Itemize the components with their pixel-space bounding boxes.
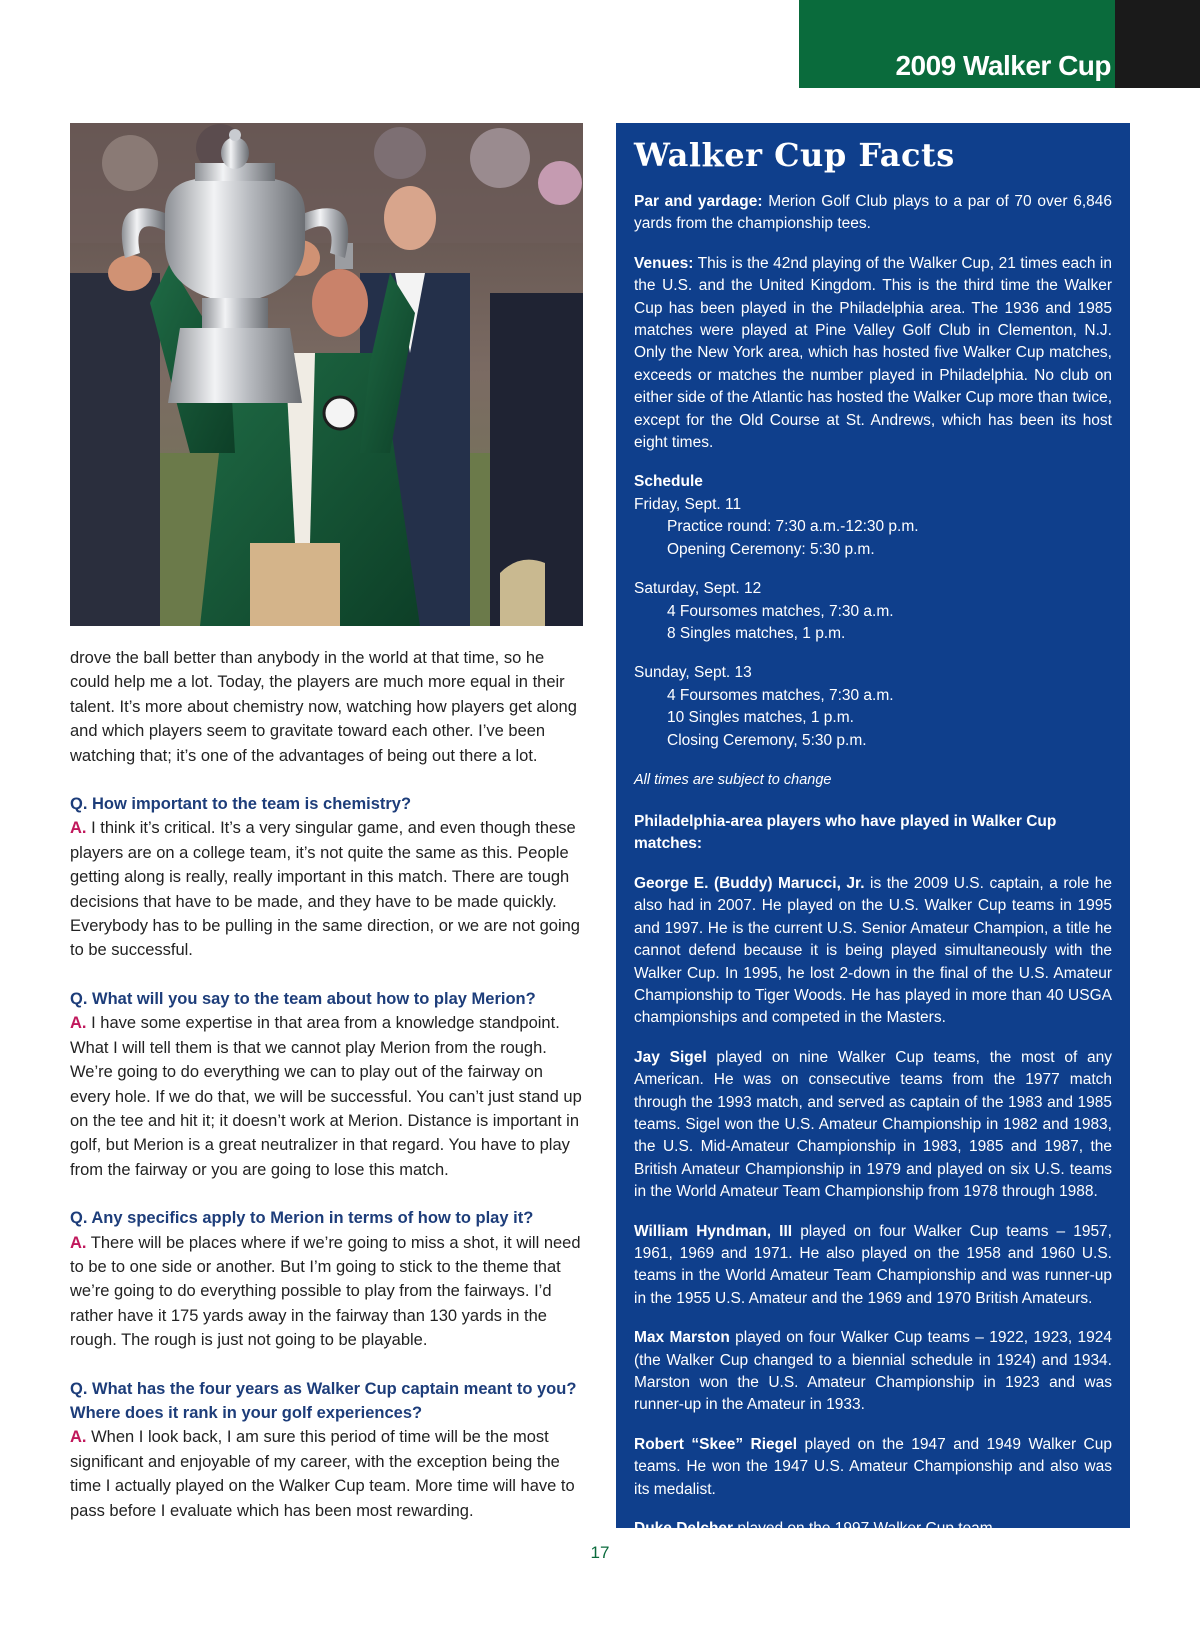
schedule-item: 4 Foursomes matches, 7:30 a.m. (667, 686, 894, 704)
venues-label: Venues: (634, 254, 694, 272)
player-name: J. Wood Platt (634, 1559, 738, 1577)
answer-text: I think it’s critical. It’s a very singular game, and even though these players are on a college team, it’s not quite the same as this. People getting along is really, really important in this match. There are tough decisions that have to be made, and they have to be made quickly. Everybody has to be pulling in the same direction, or we are not going to be successful. (70, 819, 580, 960)
player-name: George E. (Buddy) Marucci, Jr. (634, 874, 865, 892)
schedule-item: Practice round: 7:30 a.m.-12:30 p.m. (667, 518, 919, 536)
player-name: Max Marston (634, 1329, 730, 1347)
player-text: played on the 1947 and 1949 Walker Cup teams. He won the 1947 U.S. Amateur Championship and also was its medalist. (634, 1435, 1112, 1498)
answer-label: A. (70, 1233, 87, 1252)
schedule-item: 10 Singles matches, 1 p.m. (667, 709, 854, 727)
question: Q. What has the four years as Walker Cup captain meant to you? Where does it rank in your golf experiences? (70, 1379, 577, 1422)
player-text: played on nine Walker Cup teams, the most of any American. He was on consecutive teams from the 1977 match through the 1993 match, and served as captain of the 1983 and 1985 teams. Sigel won the U.S. Amateur Championship in 1982 and 1983, the U.S. Mid-Amateur Championship in 1983, 1985 and 1987, the British Amateur Championship in 1979 and played on six U.S. teams in the World Amateur Team Championship from 1978 through 1988. (634, 1048, 1112, 1201)
player-entry (634, 873, 1112, 1030)
player-name: Robert “Skee” Riegel (634, 1435, 798, 1453)
schedule-item: 4 Foursomes matches, 7:30 a.m. (667, 602, 894, 620)
player-entry (634, 1558, 1112, 1625)
page-header-title: 2009 Walker Cup (895, 50, 1111, 81)
player-text: is the 2009 U.S. captain, a role he also had in 2007. He played on the U.S. Walker Cup teams in 1995 and 1997. He is the current U.S. Senior Amateur Champion, a title he cannot defend because it is being played simultaneously with the Walker Cup. In 1995, he lost 2-down in the final of the U.S. Amateur Championship to Tiger Woods. He has played in more than 40 USGA championships and competed in the Masters. (634, 874, 1112, 1027)
interview-intro: drove the ball better than anybody in the world at that time, so he could help me a lot. Today, the players are much more equal in their talent. It’s more about chemistry now, watching how players get along and which players seem to gravitate toward each other. I’ve been watching that; it’s one of the advantages of being out there a lot. (70, 649, 577, 765)
schedule-day-label: Sunday, Sept. 13 (634, 664, 752, 682)
schedule-day-label: Saturday, Sept. 12 (634, 580, 762, 598)
trophy-photo (70, 123, 583, 626)
player-entry (634, 1327, 1112, 1417)
qa-item (70, 1377, 582, 1523)
trophy-photo-image (70, 123, 583, 626)
schedule-item: 8 Singles matches, 1 p.m. (667, 624, 846, 642)
player-entry (634, 1434, 1112, 1501)
player-entry (634, 1518, 1112, 1540)
question: Q. What will you say to the team about how to play Merion? (70, 989, 536, 1008)
qa-item (70, 987, 582, 1182)
answer-text: I have some expertise in that area from a knowledge standpoint. What I will tell them is that we cannot play Merion from the rough. We’re going to do everything we can to play out of the fairway on every hole. If we do that, we will be successful. You can’t just stand up on the tee and hit it; it doesn’t work at Merion. Distance is important in golf, but Merion is a great neutralizer in that regard. You have to play from the fairway or you are going to lose this match. (70, 1014, 582, 1179)
schedule-day (634, 578, 1112, 645)
par-label: Par and yardage: (634, 193, 763, 210)
player-entry (634, 1047, 1112, 1204)
page-number: 17 (590, 1543, 610, 1562)
answer-label: A. (70, 819, 87, 838)
question: Q. Any specifics apply to Merion in terms of how to play it? (70, 1209, 534, 1228)
schedule-day-label: Friday, Sept. 11 (634, 495, 742, 513)
schedule-note: All times are subject to change (634, 771, 832, 788)
question: Q. How important to the team is chemistry? (70, 795, 412, 814)
par-text: Merion Golf Club plays to a par of 70 over 6,846 yards from the championship tees. (634, 193, 1112, 233)
players-heading: Philadelphia-area players who have played in Walker Cup matches: (634, 812, 1057, 852)
player-text: played in the 1921 match in the UK that led to the formal start of Walker Cup matches the following year at National Golf Links on Long Island. (634, 1559, 1112, 1622)
player-text: played on the 1997 Walker Cup team. (737, 1520, 998, 1538)
answer-label: A. (70, 1014, 87, 1033)
player-text: played on four Walker Cup teams – 1957, 1961, 1969 and 1971. He also played on the 1958 and 1960 U.S. teams in the World Amateur Team Championship and was runner-up in the 1955 U.S. Amateur and the 1969 and 1970 British Amateurs. (634, 1222, 1112, 1307)
schedule-item: Closing Ceremony, 5:30 p.m. (667, 731, 867, 749)
player-text: played on four Walker Cup teams – 1922, 1923, 1924 (the Walker Cup changed to a biennial schedule in 1924) and 1934. Marston won the U.S. Amateur Championship in 1923 and was runner-up in the Amateur in 1933. (634, 1329, 1112, 1414)
facts-title: Walker Cup Facts (634, 136, 955, 174)
walker-cup-facts-box (616, 123, 1130, 1622)
player-name: Duke Delcher (634, 1520, 734, 1538)
qa-item (70, 1206, 582, 1352)
answer-text: When I look back, I am sure this period of time will be the most significant and enjoyable of my career, with the exception being the time I actually played on the Walker Cup team. More time will have to pass before I evaluate which has been most rewarding. (70, 1428, 575, 1520)
player-name: Jay Sigel (634, 1048, 707, 1066)
schedule-day (634, 494, 1112, 561)
venues-text: This is the 42nd playing of the Walker Cup, 21 times each in the U.S. and the United Kingdom. This is the third time the Walker Cup has been played in the Philadelphia area. The 1936 and 1985 matches were played at Pine Valley Golf Club in Clementon, N.J. Only the New York area, which has hosted five Walker Cup matches, exceeds or matches the number played in Philadelphia. No club on either side of the Atlantic has hosted the Walker Cup more than twice, except for the Old Course at St. Andrews, which has been its host eight times. (634, 254, 1112, 452)
venues (634, 253, 1112, 455)
par-and-yardage (634, 191, 1112, 236)
qa-item (70, 792, 582, 963)
schedule-day (634, 662, 1112, 752)
player-entry (634, 1221, 1112, 1311)
schedule-item: Opening Ceremony: 5:30 p.m. (667, 540, 875, 558)
answer-text: There will be places where if we’re going to miss a shot, it will need to be to one side or another. But I’m going to stick to the theme that we’re going to do everything possible to play from the fairways. I’d rather have it 175 yards away in the fairway than 130 yards in the rough. The rough is just not going to be playable. (70, 1233, 581, 1350)
interview-column (70, 646, 582, 1547)
schedule-heading: Schedule (634, 473, 703, 491)
player-name: William Hyndman, III (634, 1222, 793, 1240)
answer-label: A. (70, 1428, 87, 1447)
